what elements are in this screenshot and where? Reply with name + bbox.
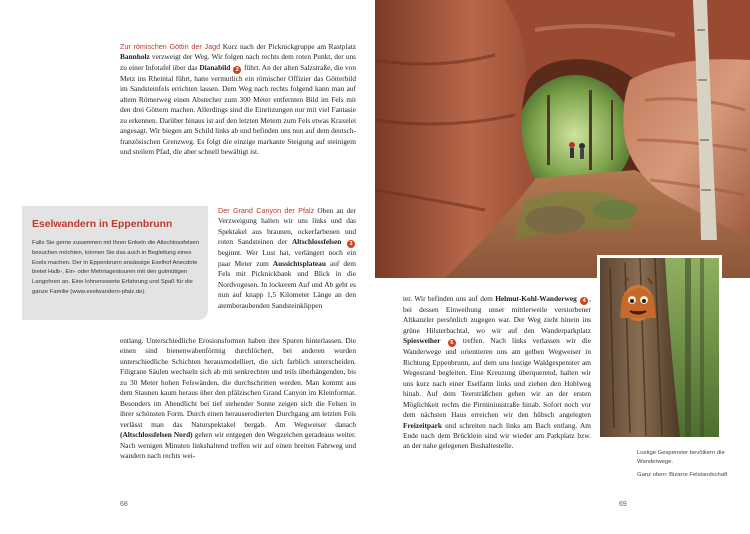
waypoint-badge-4: 4 xyxy=(580,297,588,305)
photo-sandstone-arch xyxy=(375,0,750,278)
waypoint-badge-2: 2 xyxy=(233,66,241,74)
waypoint-badge-3: 3 xyxy=(347,240,355,248)
section-heading-diana: Zur römischen Göttin der Jagd xyxy=(120,42,221,51)
section-heading-grand-canyon: Der Grand Canyon der Pfalz xyxy=(218,206,315,215)
right-page xyxy=(375,0,750,534)
info-box-text: Falls Sie gerne zusammen mit Ihren Enkeln die Altschlossfelsen besuchen möchten, können Sie das auch in Begleitung eines Esels machen. Der in Eppenbrunn ansässige Eselhof Anecdote bietet Halb-, Ein- oder Mehrtagestouren mit den gutmütigen Langohren an. Eine lohnenswerte Erfahrung und Spaß für die ganze Familie (www.eselwandern-pfalz.de). xyxy=(32,240,199,295)
paragraph-grand-canyon: Der Grand Canyon der Pfalz Oben an der Verzweigung halten wir uns links und das Spektakel aus braunen, ockerfarbenen und roten Sandsteinen der Altschlossfelsen 3 beginnt. Wer Lust hat, verlängert noch ein paar Meter zum Aussichtsplateau auf dem Fels mit Picknickbank und Blick in die Nordvogesen. In lockerem Auf und Ab geht es nun auf knapp 1,5 Kilometer Länge an den atemberaubenden Sandsteinklippen xyxy=(218,206,356,310)
waypoint-badge-5: 5 xyxy=(448,339,456,347)
info-box-eselwandern xyxy=(22,206,208,320)
photo-caption-top: Ganz oben: Bizarre Felslandschaft xyxy=(637,472,728,478)
page-number-right: 69 xyxy=(619,501,627,508)
photo-caption-ghosts: Lustige Gespenster bevölkern die Wanderwege. xyxy=(637,450,725,465)
paragraph-helmut-kohl-weg: ter. Wir befinden uns auf dem Helmut-Kohl-Wanderweg 4 , bei dessen Einweihung unser mittlerweile verstorbener Altkanzler persönlich zugegen war. Der Weg zieht hinein ins grüne Hilsterbachtal, wo wir auf den Wanderparkplatz Spiesweiher 5 treffen. Nach links verlassen wir die Wanderwege und orientieren uns am gelben Wegweiser in Richtung Eppenbrunn, auf dem uns lustige Waldgespenster am Wegesrand begleiten. Eine Kreuzung überquerend, halten wir uns kurz nach einer Eselfarm links und ziehen den Hohlweg hinab. Auf dem Teersträßchen gehen wir an der ersten Möglichkeit rechts die Pirminiusstraße hinab. Sofort noch vor dem nächsten Haus erreichen wir den hübsch angelegten Freizeitpark und schreiten nach links am Bach entlang. Am Ende nach dem Brücklein sind wir wieder am Parkplatz bzw. an der nahe gelegenen Bushaltestelle. xyxy=(403,294,591,451)
paragraph-erosion: entlang. Unterschiedliche Erosionsformen haben ihre Spuren hinterlassen. Die einen sind bienenwabenförmig durchlöchert, bei anderen wurden unterschiedliche Schichten herausmodelliert, die sich farblich unterscheiden. Filigrane Säulen wechseln sich ab mit senkrechten und teils überhängenden, bis zu 30 Meter hohen Felswänden, die durchschritten werden. Man kommt aus dem Staunen kaum heraus über den pfälzischen Grand Canyon im Kleinformat. Besonders im Abendlicht bei tief stehender Sonne zeigen sich die Felsen in ihrer schönsten Form. Durch einen herauserodierten Durchgang am letzten Fels verlässt man das Naturspektakel bergab. Am Wegweiser danach (Altschlossfelsen Nord) gehen wir entgegen den Wegzeichen geradeaus weiter. Nach wenigen Minuten linkshaltend treffen wir auf einen breiten Fahrweg und wandern nach rechts wei- xyxy=(120,336,356,460)
info-box-title: Eselwandern in Eppenbrunn xyxy=(32,219,173,230)
page-number-left: 68 xyxy=(120,501,128,508)
paragraph-diana: Zur römischen Göttin der Jagd Kurz nach der Picknickgruppe am Rastplatz Bannholz verzweigt der Weg. Wir folgen nach rechts dem roten Punkt, der uns zu einer Infotafel über das Dianabild 2 führt. An der alten Salzstraße, die von Metz ins Rheintal führt, hatte vermutlich ein römischer Offizier das Götterbild im Sandsteinfels errichten lassen. Dem Weg nach rechts folgend kann man auf altem Römerweg einen Abstecher zum 300 Meter entfernten Bild im Fels mit den drei Göttern machen. Allerdings sind die Einritzungen nur mit viel Fantasie zu erkennen. Darüber hinaus ist auf den letzten Metern zum Fels etwas Kraxelei angesagt. Wir biegen am Schild links ab und befinden uns nun auf dem deutsch-französischen Grenzweg. Es folgt die einzige markante Steigung auf steinigem und steilem Pfad, die aber schnell bewältigt ist. xyxy=(120,42,357,157)
photo-forest-ghost xyxy=(597,255,722,440)
